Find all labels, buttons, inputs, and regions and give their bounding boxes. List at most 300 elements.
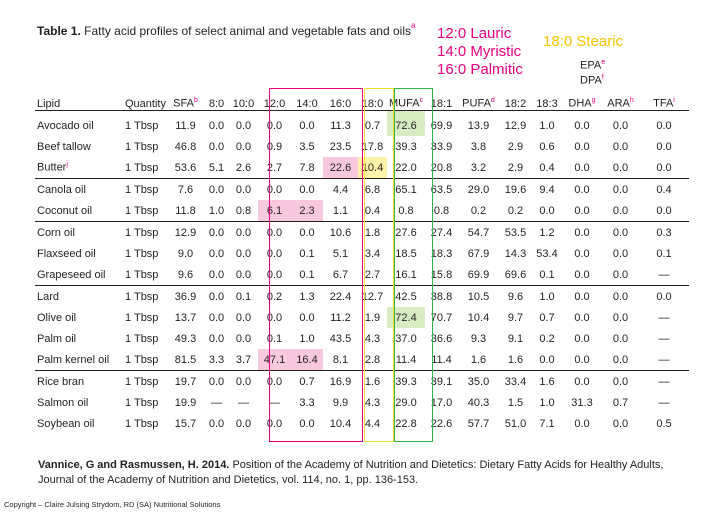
table-cell: 0.0 — [266, 183, 283, 196]
lipid-name — [35, 179, 123, 201]
table-cell: 6.1 — [258, 200, 291, 222]
table-cell: 0.0 — [266, 119, 283, 132]
table-cell: — — [639, 349, 689, 371]
table-cell: 0.0 — [656, 140, 672, 153]
table-cell: 0.6 — [539, 140, 555, 153]
table-cell: — — [658, 311, 670, 324]
table-cell: 11.9 — [175, 119, 196, 132]
column-header-label: ARA — [607, 98, 630, 110]
table-cell: 1.0 — [299, 332, 315, 345]
lipid-note: j — [66, 161, 68, 169]
table-cell: 0.1 — [235, 290, 252, 303]
table-cell: 0.0 — [266, 311, 283, 324]
table-cell: 0.4 — [656, 183, 672, 196]
table-cell: 31.3 — [571, 396, 593, 409]
lipid-label: Butter — [37, 161, 67, 174]
table-cell: 1 Tbsp — [125, 119, 159, 132]
lipid-name — [35, 200, 123, 222]
table-cell: 1.0 — [539, 290, 555, 303]
table-cell: 9.0 — [177, 247, 194, 260]
citation-authors: Vannice, G and Rasmussen, H. 2014. — [38, 459, 230, 471]
table-cell: 0.7 — [364, 119, 381, 132]
column-header-label: 18:3 — [536, 98, 558, 110]
table-cell: 53.4 — [536, 247, 558, 260]
table-cell: 0.0 — [574, 226, 590, 239]
table-cell: 1.6 — [458, 349, 499, 371]
table-cell: 0.0 — [208, 183, 225, 196]
table-cell: 19.9 — [174, 396, 197, 409]
column-header — [358, 92, 387, 111]
table-caption-text: Fatty acid profiles of select animal and vegetable fats and oils — [84, 24, 411, 38]
lipid-name — [35, 222, 123, 244]
table-cell: 35.0 — [467, 375, 490, 388]
table-cell: 13.9 — [467, 119, 490, 132]
table-cell: 12.9 — [174, 226, 197, 239]
table-cell: 1 Tbsp — [125, 396, 159, 409]
table-cell: — — [658, 396, 670, 409]
table-cell: 1.8 — [364, 226, 381, 239]
lipid-label: Soybean oil — [37, 417, 95, 430]
table-cell: 17.0 — [430, 396, 453, 409]
table-cell: 0.0 — [602, 264, 639, 286]
table-cell: 22.6 — [323, 157, 358, 179]
table-cell: 1.0 — [539, 119, 555, 132]
table-cell: 0.5 — [656, 417, 672, 430]
table-cell: 49.3 — [174, 332, 197, 345]
table-cell: 0.8 — [387, 200, 425, 222]
table-cell: 16.9 — [329, 375, 352, 388]
table-cell: 0.0 — [235, 417, 252, 430]
table-cell: 42.5 — [395, 290, 417, 303]
table-cell: 0.0 — [612, 247, 629, 260]
table-cell: 9.6 — [507, 290, 524, 303]
table-cell: 0.7 — [539, 311, 555, 324]
table-cell: 36.9 — [174, 290, 197, 303]
table-cell: 0.0 — [612, 417, 629, 430]
table-cell: 0.0 — [612, 332, 629, 345]
table-cell: 1 Tbsp — [125, 226, 159, 239]
table-cell: 1.6 — [364, 375, 381, 388]
table-cell: 40.3 — [467, 396, 490, 409]
table-cell: 1 Tbsp — [123, 264, 167, 286]
table-cell: 0.0 — [208, 140, 225, 153]
table-cell: 3.4 — [364, 247, 381, 260]
table-cell: 1.6 — [499, 349, 532, 371]
table-cell: 20.8 — [425, 157, 458, 179]
table-cell: 9.1 — [507, 332, 524, 345]
table-cell: 0.0 — [266, 247, 283, 260]
table-cell: 39.3 — [395, 140, 417, 153]
table-cell: 0.9 — [266, 140, 283, 153]
table-cell: 0.0 — [612, 311, 629, 324]
table-row — [35, 307, 689, 328]
table-cell: 2.8 — [358, 349, 387, 371]
table-header-row — [35, 92, 689, 111]
table-cell: 0.8 — [229, 200, 258, 222]
table-row — [35, 243, 689, 264]
table-cell: 0.0 — [532, 200, 562, 222]
table-cell: 15.7 — [174, 417, 197, 430]
table-cell: 1 Tbsp — [125, 290, 159, 303]
table-cell: 11.4 — [387, 349, 425, 371]
table-row — [35, 157, 689, 179]
table-cell: 4.3 — [364, 396, 381, 409]
table-cell: 0.0 — [562, 200, 602, 222]
table-cell: 7.1 — [539, 417, 555, 430]
table-cell: 0.0 — [612, 290, 629, 303]
table-cell: 0.0 — [574, 290, 590, 303]
lipid-label: Flaxseed oil — [37, 247, 96, 260]
column-header-label: DHA — [568, 98, 592, 110]
table-cell: 1.3 — [299, 290, 315, 303]
table-cell: 0.0 — [266, 226, 283, 239]
table-cell: 1 Tbsp — [123, 157, 167, 179]
table-cell: 0.1 — [291, 264, 323, 286]
table-cell: 0.0 — [612, 183, 629, 196]
table-cell: 0.2 — [458, 200, 499, 222]
table-cell: 0.4 — [532, 157, 562, 179]
column-header-label: PUFA — [462, 98, 491, 110]
table-cell: 33.4 — [504, 375, 527, 388]
table-cell: 0.0 — [574, 311, 590, 324]
table-cell: 0.0 — [208, 247, 225, 260]
column-header — [323, 92, 358, 111]
lipid-name — [35, 111, 123, 137]
header-epa — [580, 57, 605, 72]
table-cell: 0.0 — [208, 226, 225, 239]
column-header-label: 14:0 — [296, 98, 318, 110]
table-cell: 1.0 — [204, 200, 229, 222]
table-cell: 0.0 — [639, 157, 689, 179]
table-cell: 0.0 — [299, 119, 315, 132]
column-header-label: MUFA — [389, 98, 420, 110]
lipid-label: Coconut oil — [37, 204, 93, 217]
table-cell: 3.5 — [299, 140, 315, 153]
table-cell: 22.4 — [329, 290, 352, 303]
table-cell: 3.2 — [458, 157, 499, 179]
column-header-note: g — [591, 97, 596, 105]
column-header — [204, 92, 229, 111]
fatty-acid-table — [35, 92, 689, 434]
column-header-label: SFA — [173, 98, 194, 110]
citation — [38, 458, 678, 488]
table-cell: 2.7 — [258, 157, 291, 179]
table-cell: 65.1 — [395, 183, 417, 196]
table-cell: 72.4 — [387, 307, 425, 328]
table-row — [35, 328, 689, 349]
table-cell: 17.8 — [361, 140, 384, 153]
table-cell: 69.6 — [499, 264, 532, 286]
column-header — [291, 92, 323, 111]
table-row — [35, 349, 689, 371]
column-header-label: Quantity — [125, 98, 166, 110]
table-cell: 81.5 — [167, 349, 204, 371]
column-header-note: d — [490, 97, 495, 105]
header-dpa — [580, 72, 604, 87]
table-cell: — — [639, 264, 689, 286]
table-cell: 54.7 — [467, 226, 490, 239]
table-cell: 0.0 — [574, 119, 590, 132]
legend-stearic: 18:0 Stearic — [543, 33, 624, 50]
table-cell: 0.0 — [266, 417, 283, 430]
table-cell: 18.3 — [430, 247, 453, 260]
table-cell: 27.4 — [430, 226, 453, 239]
citation-text: Position of the Academy of Nutrition and Dietetics: Dietary Fatty Acids for Healthy Adults, Journal of the Academy of Nutrition and Dietetics, vol. 114, no. 1, pp. 136-153. — [38, 459, 664, 486]
table-cell: 1 Tbsp — [125, 247, 159, 260]
table-cell: 9.6 — [167, 264, 204, 286]
lipid-label: Olive oil — [37, 311, 77, 324]
table-cell: 0.0 — [574, 417, 590, 430]
table-row — [35, 371, 689, 393]
table-cell: 69.9 — [430, 119, 453, 132]
table-cell: 0.0 — [235, 140, 252, 153]
legend-pink — [437, 25, 523, 79]
table-cell: — — [658, 375, 670, 388]
lipid-label: Rice bran — [37, 375, 85, 388]
column-header — [499, 92, 532, 111]
table-cell: 0.2 — [266, 290, 283, 303]
table-cell: 16.4 — [291, 349, 323, 371]
lipid-label: Lard — [37, 290, 60, 303]
column-header — [167, 92, 204, 111]
table-cell: 14.3 — [504, 247, 527, 260]
table-cell: 6.7 — [323, 264, 358, 286]
table-cell: 0.0 — [208, 332, 225, 345]
table-cell: 33.9 — [430, 140, 453, 153]
table-cell: 0.1 — [532, 264, 562, 286]
table-cell: — — [211, 396, 222, 409]
table-cell: 10.6 — [329, 226, 352, 239]
header-dpa-label: DPA — [580, 74, 602, 87]
table-cell: 0.0 — [235, 311, 252, 324]
table-cell: 0.0 — [562, 264, 602, 286]
table-cell: 0.0 — [612, 226, 629, 239]
column-header — [258, 92, 291, 111]
table-cell: 19.7 — [174, 375, 197, 388]
table-cell: 53.6 — [167, 157, 204, 179]
header-epa-note: e — [601, 59, 606, 66]
table-cell: 0.1 — [266, 332, 283, 345]
table-cell: 2.3 — [291, 200, 323, 222]
column-header — [602, 92, 639, 111]
table-cell: — — [238, 396, 249, 409]
table-cell: 3.8 — [470, 140, 487, 153]
table-cell: 10.4 — [358, 157, 387, 179]
lipid-name — [35, 286, 123, 308]
lipid-label: Palm kernel oil — [37, 353, 110, 366]
table-cell: 11.2 — [330, 311, 351, 324]
column-header — [532, 92, 562, 111]
table-cell: 9.3 — [470, 332, 487, 345]
table-cell: 0.0 — [639, 200, 689, 222]
table-row — [35, 222, 689, 244]
table-cell: 10.4 — [467, 311, 490, 324]
table-cell: 0.0 — [299, 226, 315, 239]
table-cell: 16.1 — [387, 264, 425, 286]
table-caption-footnote: a — [411, 21, 416, 30]
table-cell: 2.9 — [499, 157, 532, 179]
table-cell: 0.0 — [562, 349, 602, 371]
table-cell: 22.6 — [430, 417, 453, 430]
lipid-name — [35, 243, 123, 264]
table-cell: 11.3 — [330, 119, 351, 132]
table-cell: 0.0 — [656, 119, 672, 132]
table-cell: 0.0 — [208, 119, 225, 132]
table-cell: 0.0 — [612, 375, 629, 388]
table-cell: 0.0 — [235, 332, 252, 345]
table-row — [35, 392, 689, 413]
table-cell: 0.0 — [235, 375, 252, 388]
lipid-label: Grapeseed oil — [37, 268, 106, 281]
column-header — [425, 92, 458, 111]
table-cell: 0.0 — [208, 417, 225, 430]
table-cell: 53.5 — [504, 226, 527, 239]
column-header-note: c — [419, 97, 424, 105]
table-cell: 46.8 — [174, 140, 197, 153]
column-header-label: Lipid — [37, 98, 61, 110]
column-header-label: 18:0 — [361, 98, 384, 110]
table-cell: 19.6 — [504, 183, 527, 196]
table-cell: 12.9 — [504, 119, 527, 132]
table-cell: 12.7 — [361, 290, 384, 303]
table-cell: 0.0 — [656, 290, 672, 303]
table-cell: 0.0 — [574, 183, 590, 196]
table-cell: 0.0 — [602, 157, 639, 179]
column-header-note: h — [629, 97, 634, 105]
table-cell: 0.4 — [358, 200, 387, 222]
lipid-label: Palm oil — [37, 332, 77, 345]
table-cell: 4.4 — [332, 183, 349, 196]
column-header-label: 10:0 — [232, 98, 255, 110]
column-header-label: 18:2 — [504, 98, 527, 110]
table-cell: 0.0 — [612, 119, 629, 132]
table-cell: 29.0 — [395, 396, 417, 409]
table-cell: 1 Tbsp — [125, 375, 159, 388]
table-cell: 0.7 — [612, 396, 629, 409]
table-row — [35, 413, 689, 434]
table-cell: 0.0 — [235, 247, 252, 260]
table-cell: 1.2 — [539, 226, 555, 239]
table-cell: 0.0 — [208, 375, 225, 388]
table-cell: 0.3 — [656, 226, 672, 239]
lipid-name — [35, 413, 123, 434]
column-header-label: 16:0 — [329, 98, 352, 110]
table-cell: 0.0 — [235, 226, 252, 239]
table-caption-label: Table 1. — [37, 24, 81, 38]
table-cell: 27.6 — [395, 226, 417, 239]
table-cell: 11.8 — [167, 200, 204, 222]
table-cell: 0.0 — [532, 349, 562, 371]
table-cell: 1 Tbsp — [125, 183, 159, 196]
column-header-note: b — [193, 97, 198, 105]
lipid-name — [35, 307, 123, 328]
lipid-name — [35, 392, 123, 413]
table-row — [35, 200, 689, 222]
lipid-label: Salmon oil — [37, 396, 89, 409]
header-epa-label: EPA — [580, 59, 602, 72]
table-cell: 0.0 — [235, 119, 252, 132]
table-cell: 0.0 — [258, 264, 291, 286]
legend-palmitic: 16:0 Palmitic — [437, 61, 523, 78]
table-cell: 7.6 — [177, 183, 194, 196]
table-cell: 22.8 — [395, 417, 417, 430]
table-cell: 0.0 — [574, 332, 590, 345]
column-header-label: TFA — [653, 98, 674, 110]
lipid-name — [35, 349, 123, 371]
table-row — [35, 136, 689, 157]
table-cell: 2.6 — [229, 157, 258, 179]
table-cell: 2.7 — [358, 264, 387, 286]
lipid-name — [35, 157, 123, 179]
table-cell: 63.5 — [430, 183, 453, 196]
table-cell: 0.1 — [299, 247, 315, 260]
table-cell: 1.0 — [539, 396, 555, 409]
table-cell: 0.2 — [499, 200, 532, 222]
table-cell: 6.8 — [364, 183, 381, 196]
table-cell: 47.1 — [258, 349, 291, 371]
table-cell: 23.5 — [329, 140, 352, 153]
table-cell: 70.7 — [430, 311, 453, 324]
lipid-label: Avocado oil — [37, 119, 94, 132]
table-cell: 69.9 — [458, 264, 499, 286]
table-cell: 0.8 — [425, 200, 458, 222]
table-cell: 0.0 — [562, 157, 602, 179]
table-cell: 1.9 — [364, 311, 381, 324]
column-header-label: 8:0 — [208, 98, 225, 110]
table-cell: 4.4 — [364, 417, 381, 430]
table-row — [35, 264, 689, 286]
table-cell: 0.0 — [574, 140, 590, 153]
table-cell: 1.1 — [323, 200, 358, 222]
table-cell: 9.9 — [332, 396, 349, 409]
table-cell: 37.0 — [395, 332, 417, 345]
table-body — [35, 111, 689, 435]
table-cell: 3.7 — [229, 349, 258, 371]
legend-lauric: 12:0 Lauric — [437, 25, 512, 42]
table-caption — [37, 21, 416, 38]
table-cell: 0.7 — [299, 375, 315, 388]
table-cell: 8.1 — [323, 349, 358, 371]
column-header — [35, 92, 123, 111]
table-cell: 4.3 — [364, 332, 381, 345]
table-cell: 0.0 — [299, 417, 315, 430]
table-cell: 9.7 — [507, 311, 524, 324]
table-cell: 0.0 — [574, 375, 590, 388]
table-cell: 43.5 — [329, 332, 352, 345]
column-header — [229, 92, 258, 111]
table-cell: 1 Tbsp — [123, 200, 167, 222]
table-cell: 13.7 — [174, 311, 197, 324]
table-cell: 2.9 — [507, 140, 524, 153]
column-header-label: 18:1 — [430, 98, 453, 110]
table-cell: 1.6 — [539, 375, 555, 388]
table-cell: — — [269, 396, 280, 409]
lipid-label: Beef tallow — [37, 140, 91, 153]
table-cell: 1 Tbsp — [125, 417, 159, 430]
column-header — [458, 92, 499, 111]
lipid-name — [35, 264, 123, 286]
table-cell: 0.1 — [656, 247, 672, 260]
table-cell: 0.0 — [208, 311, 225, 324]
table-cell: 0.0 — [299, 311, 315, 324]
table-cell: 7.8 — [291, 157, 323, 179]
table-cell: 18.5 — [395, 247, 417, 260]
table-cell: 0.0 — [235, 183, 252, 196]
column-header — [639, 92, 689, 111]
table-row — [35, 111, 689, 137]
table-cell: 1 Tbsp — [125, 311, 159, 324]
table-cell: 57.7 — [467, 417, 490, 430]
